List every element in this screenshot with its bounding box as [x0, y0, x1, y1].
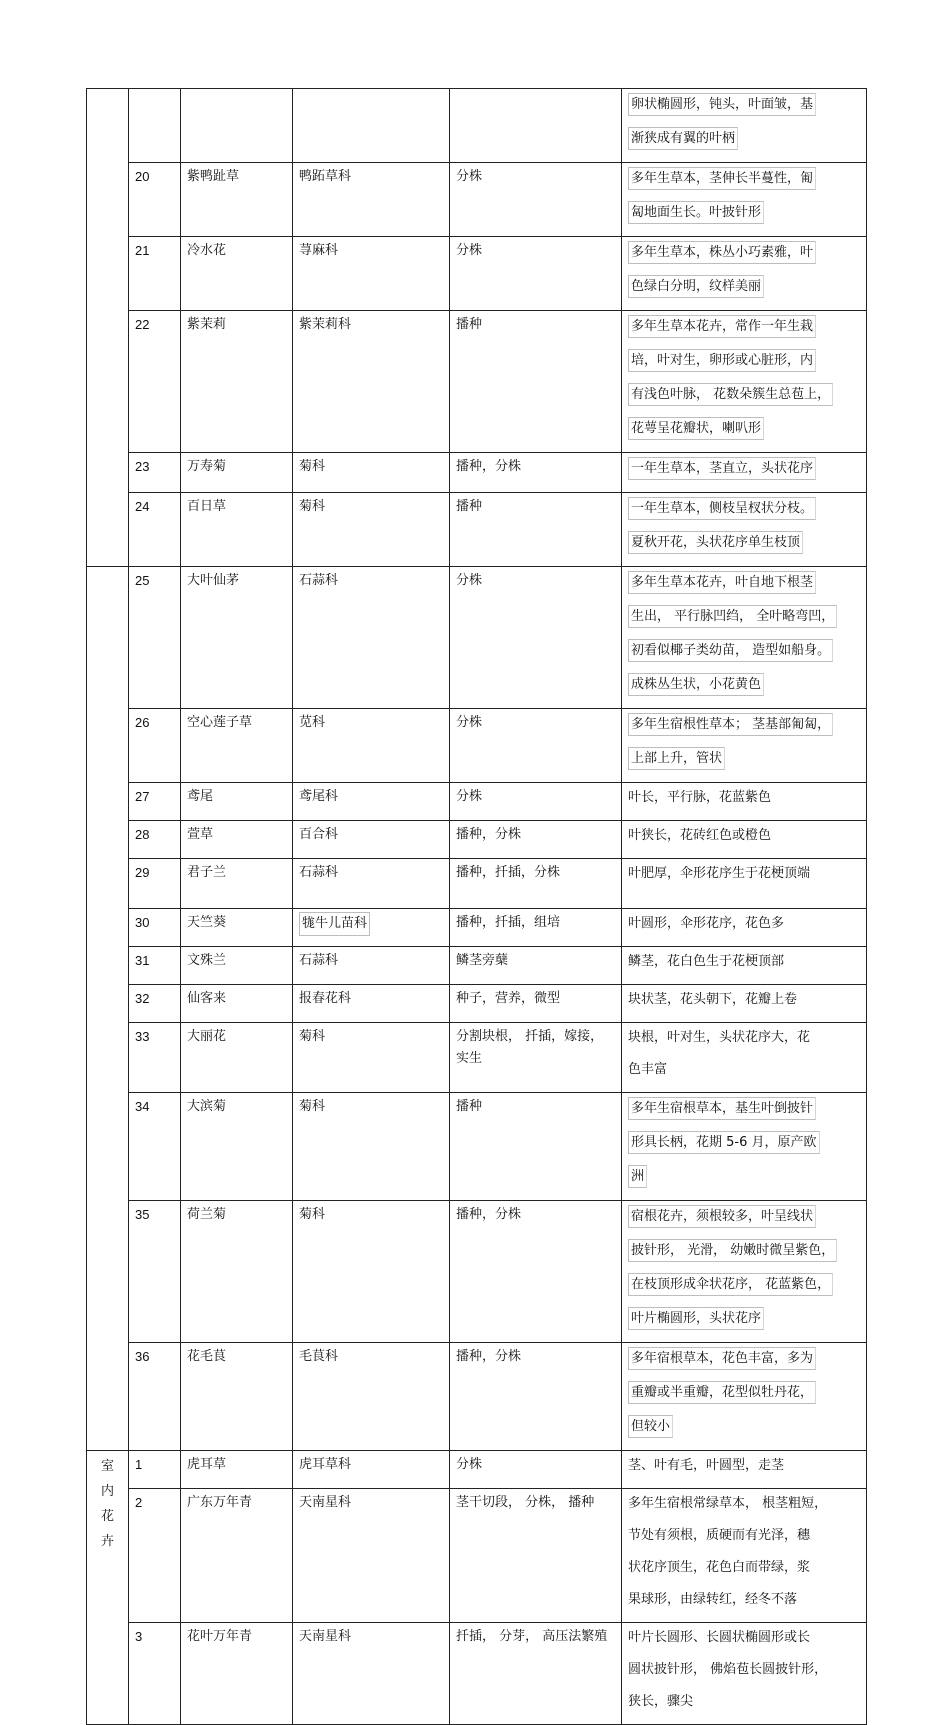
- family-name-cell: [293, 311, 450, 453]
- plant-name: 花叶万年青: [187, 1629, 253, 1644]
- description-line: 叶狭长，花砖红色或橙色: [628, 828, 772, 843]
- description-cell: [622, 985, 867, 1023]
- description-line: 匐地面生长。叶披针形: [628, 201, 764, 224]
- row-number: 20: [135, 169, 150, 184]
- description-line: 披针形， 光滑， 幼嫩时微呈紫色，: [628, 1239, 837, 1262]
- family-name-cell: [293, 163, 450, 237]
- row-number: 34: [135, 1099, 150, 1114]
- propagation-method-cell: [450, 493, 622, 567]
- description-cell: [622, 909, 867, 947]
- row-number: 31: [135, 953, 150, 968]
- row-number-cell: [129, 947, 181, 985]
- plant-name: 萱草: [187, 827, 214, 842]
- description-line: 多年生宿根草本，基生叶倒披针: [628, 1097, 816, 1120]
- table-row: [87, 1093, 867, 1201]
- plant-name-cell: [181, 985, 293, 1023]
- row-number-cell: [129, 1201, 181, 1343]
- plant-name: 仙客来: [187, 991, 227, 1006]
- propagation-method-cell: [450, 311, 622, 453]
- row-number-cell: [129, 1451, 181, 1489]
- row-number-cell: [129, 493, 181, 567]
- plant-name: 鸢尾: [187, 789, 214, 804]
- row-number: 25: [135, 573, 150, 588]
- row-number: 35: [135, 1207, 150, 1222]
- table-row: [87, 453, 867, 493]
- plant-name-cell: [181, 947, 293, 985]
- row-number: 21: [135, 243, 150, 258]
- description-line: 叶圆形，伞形花序，花色多: [628, 916, 785, 931]
- description-cell: [622, 89, 867, 163]
- plant-name-cell: [181, 89, 293, 163]
- family-name: 虎耳草科: [299, 1457, 352, 1472]
- table-row: [87, 237, 867, 311]
- propagation-method-cell: [450, 1023, 622, 1093]
- family-name-cell: [293, 1343, 450, 1451]
- plant-name: 文殊兰: [187, 953, 227, 968]
- propagation-method-cell: [450, 1489, 622, 1623]
- plant-name: 大叶仙茅: [187, 573, 240, 588]
- family-name: 天南星科: [299, 1495, 352, 1510]
- description-line: 节处有须根，质硬而有光泽，穗: [628, 1528, 811, 1543]
- plant-name-cell: [181, 709, 293, 783]
- description-line: 多年生宿根常绿草本， 根茎粗短，: [628, 1496, 828, 1511]
- row-number: 32: [135, 991, 150, 1006]
- row-number-cell: [129, 163, 181, 237]
- plant-name: 紫茉莉: [187, 317, 227, 332]
- family-name: 鸢尾科: [299, 789, 339, 804]
- family-name: 紫茉莉科: [299, 317, 352, 332]
- propagation-method-cell: [450, 859, 622, 909]
- propagation-method-cell: [450, 985, 622, 1023]
- description-line: 夏秋开花，头状花序单生枝顶: [628, 531, 803, 554]
- plant-name: 空心莲子草: [187, 715, 253, 730]
- description-line: 多年宿根草本，花色丰富，多为: [628, 1347, 816, 1370]
- row-number-cell: [129, 453, 181, 493]
- family-name: 苋科: [299, 715, 326, 730]
- description-line: 在枝顶形成伞状花序， 花蓝紫色，: [628, 1273, 833, 1296]
- plant-name: 天竺葵: [187, 915, 227, 930]
- propagation-method-cell: [450, 947, 622, 985]
- table-row: [87, 947, 867, 985]
- description-line: 状花序顶生，花色白而带绿，浆: [628, 1560, 811, 1575]
- row-number: 36: [135, 1349, 150, 1364]
- description-cell: [622, 1489, 867, 1623]
- propagation-method: 分株: [456, 715, 483, 730]
- family-name: 天南星科: [299, 1629, 352, 1644]
- plant-name-cell: [181, 1023, 293, 1093]
- description-line: 花萼呈花瓣状，喇叭形: [628, 417, 764, 440]
- description-line: 多年生宿根性草本； 茎基部匍匐，: [628, 713, 833, 736]
- table-row: [87, 783, 867, 821]
- family-name: 牻牛儿苗科: [299, 912, 370, 936]
- table-row: [87, 909, 867, 947]
- table-row: [87, 89, 867, 163]
- propagation-method-cell: [450, 909, 622, 947]
- propagation-method-cell: [450, 783, 622, 821]
- propagation-method: 播种，分株: [456, 459, 522, 474]
- propagation-method-cell: [450, 821, 622, 859]
- description-cell: [622, 1093, 867, 1201]
- description-line: 一年生草本，茎直立，头状花序: [628, 457, 816, 480]
- description-cell: [622, 947, 867, 985]
- propagation-method-cell: [450, 89, 622, 163]
- propagation-method-cell: [450, 163, 622, 237]
- family-name: 菊科: [299, 459, 326, 474]
- propagation-method: 茎干切段， 分株， 播种: [456, 1495, 595, 1510]
- family-name-cell: [293, 909, 450, 947]
- description-line: 一年生草本，侧枝呈杈状分枝。: [628, 497, 816, 520]
- row-number: 27: [135, 789, 150, 804]
- row-number: 24: [135, 499, 150, 514]
- propagation-method: 播种: [456, 317, 483, 332]
- plant-name-cell: [181, 311, 293, 453]
- propagation-method: 分株: [456, 243, 483, 258]
- description-cell: [622, 493, 867, 567]
- propagation-method-cell: [450, 709, 622, 783]
- description-line: 培，叶对生，卵形或心脏形，内: [628, 349, 816, 372]
- propagation-method-cell: [450, 1093, 622, 1201]
- row-number-cell: [129, 237, 181, 311]
- description-line: 色丰富: [628, 1062, 668, 1077]
- description-cell: [622, 709, 867, 783]
- propagation-method-cell: [450, 237, 622, 311]
- description-cell: [622, 1201, 867, 1343]
- description-line: 卵状椭圆形，钝头，叶面皱，基: [628, 93, 816, 116]
- row-number-cell: [129, 89, 181, 163]
- plant-name-cell: [181, 1451, 293, 1489]
- table-row: [87, 493, 867, 567]
- table-row: [87, 1451, 867, 1489]
- table-row: [87, 709, 867, 783]
- plant-name-cell: [181, 1343, 293, 1451]
- family-name: 荨麻科: [299, 243, 339, 258]
- table-row: [87, 311, 867, 453]
- description-cell: [622, 453, 867, 493]
- description-line: 块状茎，花头朝下，花瓣上卷: [628, 992, 798, 1007]
- family-name: 菊科: [299, 1029, 326, 1044]
- description-line: 初看似椰子类幼苗， 造型如船身。: [628, 639, 833, 662]
- family-name: 菊科: [299, 499, 326, 514]
- plant-name: 君子兰: [187, 865, 227, 880]
- propagation-method: 播种，扦插，分株: [456, 865, 561, 880]
- description-cell: [622, 783, 867, 821]
- plant-name-cell: [181, 859, 293, 909]
- family-name-cell: [293, 1489, 450, 1623]
- description-line: 但较小: [628, 1415, 673, 1438]
- description-line: 鳞茎，花白色生于花梗顶部: [628, 954, 785, 969]
- plant-name: 广东万年青: [187, 1495, 253, 1510]
- table-row: [87, 1201, 867, 1343]
- description-line: 宿根花卉，须根较多，叶呈线状: [628, 1205, 816, 1228]
- family-name: 菊科: [299, 1207, 326, 1222]
- description-line: 多年生草本，株丛小巧素雅，叶: [628, 241, 816, 264]
- description-cell: [622, 1623, 867, 1725]
- plant-name-cell: [181, 237, 293, 311]
- propagation-method: 分株: [456, 1457, 483, 1472]
- row-number-cell: [129, 859, 181, 909]
- plant-name: 大丽花: [187, 1029, 227, 1044]
- description-line: 叶肥厚，伞形花序生于花梗顶端: [628, 866, 811, 881]
- plant-name-cell: [181, 567, 293, 709]
- plant-name-cell: [181, 1623, 293, 1725]
- family-name-cell: [293, 493, 450, 567]
- propagation-method-cell: [450, 567, 622, 709]
- family-name-cell: [293, 1201, 450, 1343]
- propagation-method: 分株: [456, 789, 483, 804]
- row-number: 3: [135, 1629, 143, 1644]
- family-name-cell: [293, 453, 450, 493]
- row-number-cell: [129, 1623, 181, 1725]
- description-line: 叶长，平行脉，花蓝紫色: [628, 790, 772, 805]
- family-name-cell: [293, 1451, 450, 1489]
- description-cell: [622, 859, 867, 909]
- family-name-cell: [293, 237, 450, 311]
- description-line: 多年生草本，茎伸长半蔓性，匍: [628, 167, 816, 190]
- family-name-cell: [293, 89, 450, 163]
- plant-name-cell: [181, 493, 293, 567]
- plant-name: 花毛茛: [187, 1349, 227, 1364]
- description-line: 上部上升，管状: [628, 747, 725, 770]
- description-line: 块根，叶对生，头状花序大，花: [628, 1030, 811, 1045]
- row-number-cell: [129, 311, 181, 453]
- category-label: 室内花卉: [100, 1459, 114, 1549]
- description-line: 渐狭成有翼的叶柄: [628, 127, 738, 150]
- description-cell: [622, 163, 867, 237]
- family-name-cell: [293, 1023, 450, 1093]
- description-cell: [622, 821, 867, 859]
- description-cell: [622, 1451, 867, 1489]
- propagation-method-cell: [450, 1343, 622, 1451]
- category-cell: [87, 1451, 129, 1725]
- family-name: 石蒜科: [299, 573, 339, 588]
- row-number-cell: [129, 821, 181, 859]
- family-name: 菊科: [299, 1099, 326, 1114]
- plant-name-cell: [181, 453, 293, 493]
- description-cell: [622, 1343, 867, 1451]
- row-number-cell: [129, 909, 181, 947]
- propagation-method: 播种，分株: [456, 1349, 522, 1364]
- category-cell: [87, 567, 129, 1451]
- propagation-method-cell: [450, 1623, 622, 1725]
- row-number: 28: [135, 827, 150, 842]
- plant-name-cell: [181, 163, 293, 237]
- propagation-method: 播种: [456, 499, 483, 514]
- propagation-method-cell: [450, 453, 622, 493]
- description-cell: [622, 1023, 867, 1093]
- plant-name: 百日草: [187, 499, 227, 514]
- plant-table: [86, 88, 867, 1725]
- description-line: 成株丛生状，小花黄色: [628, 673, 764, 696]
- plant-name: 冷水花: [187, 243, 227, 258]
- description-cell: [622, 237, 867, 311]
- propagation-method: 播种，分株: [456, 827, 522, 842]
- family-name: 毛茛科: [299, 1349, 339, 1364]
- table-row: [87, 1489, 867, 1623]
- plant-name-cell: [181, 1093, 293, 1201]
- table-row: [87, 1623, 867, 1725]
- category-cell: [87, 89, 129, 567]
- row-number: 29: [135, 865, 150, 880]
- description-line: 叶片长圆形、长圆状椭圆形或长: [628, 1630, 811, 1645]
- row-number: 1: [135, 1457, 143, 1472]
- row-number: 33: [135, 1029, 150, 1044]
- description-cell: [622, 311, 867, 453]
- family-name-cell: [293, 947, 450, 985]
- plant-name-cell: [181, 1201, 293, 1343]
- propagation-method: 分株: [456, 169, 483, 184]
- propagation-method-cell: [450, 1201, 622, 1343]
- plant-name-cell: [181, 1489, 293, 1623]
- family-name: 报春花科: [299, 991, 352, 1006]
- row-number-cell: [129, 985, 181, 1023]
- family-name: 石蒜科: [299, 953, 339, 968]
- plant-name-cell: [181, 783, 293, 821]
- family-name-cell: [293, 783, 450, 821]
- plant-name-cell: [181, 821, 293, 859]
- row-number: 26: [135, 715, 150, 730]
- description-line: 狭长，骤尖: [628, 1694, 694, 1709]
- table-row: [87, 1343, 867, 1451]
- plant-name: 大滨菊: [187, 1099, 227, 1114]
- table-row: [87, 163, 867, 237]
- table-row: [87, 567, 867, 709]
- propagation-method: 播种，分株: [456, 1207, 522, 1222]
- row-number-cell: [129, 1023, 181, 1093]
- propagation-method: 扦插， 分芽， 高压法繁殖: [456, 1629, 608, 1644]
- description-line: 色绿白分明，纹样美丽: [628, 275, 764, 298]
- propagation-method-cell: [450, 1451, 622, 1489]
- row-number: 30: [135, 915, 150, 930]
- row-number: 2: [135, 1495, 143, 1510]
- description-line: 洲: [628, 1165, 647, 1188]
- propagation-method: 鳞茎旁蘖: [456, 953, 509, 968]
- plant-name: 荷兰菊: [187, 1207, 227, 1222]
- table-row: [87, 821, 867, 859]
- family-name-cell: [293, 821, 450, 859]
- family-name: 石蒜科: [299, 865, 339, 880]
- plant-name: 紫鸭趾草: [187, 169, 240, 184]
- description-line: 生出， 平行脉凹绉， 全叶略弯凹，: [628, 605, 837, 628]
- description-cell: [622, 567, 867, 709]
- table-row: [87, 1023, 867, 1093]
- row-number-cell: [129, 1489, 181, 1623]
- row-number-cell: [129, 709, 181, 783]
- family-name: 百合科: [299, 827, 339, 842]
- family-name-cell: [293, 1093, 450, 1201]
- table-row: [87, 985, 867, 1023]
- family-name-cell: [293, 1623, 450, 1725]
- plant-name-cell: [181, 909, 293, 947]
- family-name-cell: [293, 709, 450, 783]
- plant-name: 万寿菊: [187, 459, 227, 474]
- propagation-method: 分割块根， 扦插，嫁接，实生: [456, 1029, 604, 1066]
- propagation-method: 种子，营养，微型: [456, 991, 561, 1006]
- family-name: 鸭跖草科: [299, 169, 352, 184]
- row-number: 22: [135, 317, 150, 332]
- description-line: 形具长柄，花期 5-6 月，原产欧: [628, 1131, 820, 1154]
- row-number-cell: [129, 1093, 181, 1201]
- row-number-cell: [129, 567, 181, 709]
- description-line: 茎、叶有毛，叶圆型，走茎: [628, 1458, 785, 1473]
- propagation-method: 播种，扦插，组培: [456, 915, 561, 930]
- description-line: 多年生草本花卉，叶自地下根茎: [628, 571, 816, 594]
- propagation-method: 播种: [456, 1099, 483, 1114]
- table-row: [87, 859, 867, 909]
- family-name-cell: [293, 985, 450, 1023]
- family-name-cell: [293, 859, 450, 909]
- description-line: 有浅色叶脉， 花数朵簇生总苞上，: [628, 383, 833, 406]
- row-number-cell: [129, 1343, 181, 1451]
- description-line: 果球形，由绿转红，经冬不落: [628, 1592, 798, 1607]
- family-name-cell: [293, 567, 450, 709]
- plant-name: 虎耳草: [187, 1457, 227, 1472]
- description-line: 多年生草本花卉，常作一年生栽: [628, 315, 816, 338]
- description-line: 圆状披针形， 佛焰苞长圆披针形，: [628, 1662, 828, 1677]
- description-line: 重瓣或半重瓣，花型似牡丹花，: [628, 1381, 816, 1404]
- description-line: 叶片椭圆形，头状花序: [628, 1307, 764, 1330]
- row-number-cell: [129, 783, 181, 821]
- propagation-method: 分株: [456, 573, 483, 588]
- row-number: 23: [135, 459, 150, 474]
